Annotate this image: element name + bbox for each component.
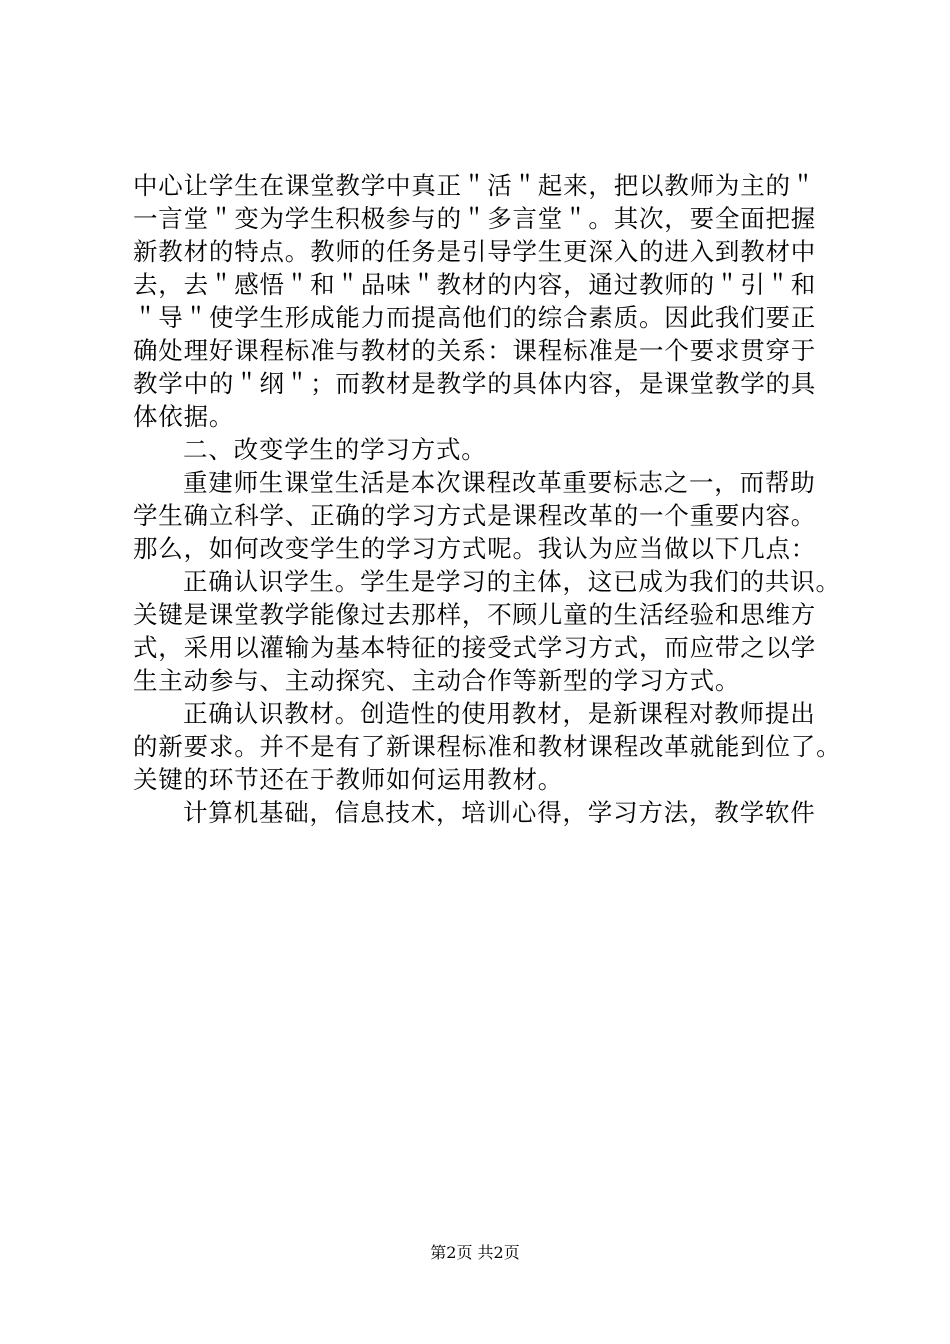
text-line: 那么，如何改变学生的学习方式呢。我认为应当做以下几点：: [133, 534, 817, 563]
section-heading: 二、改变学生的学习方式。: [183, 435, 487, 464]
text-line: 的新要求。并不是有了新课程标准和教材课程改革就能到位了。: [133, 732, 842, 761]
text-line: 关键是课堂教学能像过去那样，不顾儿童的生活经验和思维方: [133, 600, 817, 629]
text-line: 学生确立科学、正确的学习方式是课程改革的一个重要内容。: [133, 501, 817, 530]
text-line: 新教材的特点。教师的任务是引导学生更深入的进入到教材中: [133, 237, 817, 266]
text-line: 正确认识教材。创造性的使用教材，是新课程对教师提出: [183, 699, 816, 728]
text-line: 中心让学生在课堂教学中真正＂活＂起来，把以教师为主的＂: [133, 171, 817, 200]
text-line: 关键的环节还在于教师如何运用教材。: [133, 765, 564, 794]
page-number: 第2页 共2页: [430, 1243, 520, 1262]
text-line: ＂导＂使学生形成能力而提高他们的综合素质。因此我们要正: [133, 303, 817, 332]
keywords-line: 计算机基础，信息技术，培训心得，学习方法，教学软件: [183, 798, 816, 827]
text-line: 正确认识学生。学生是学习的主体，这已成为我们的共识。: [183, 567, 841, 596]
text-line: 体依据。: [133, 402, 235, 431]
text-line: 式，采用以灌输为基本特征的接受式学习方式，而应带之以学: [133, 633, 817, 662]
text-line: 确处理好课程标准与教材的关系：课程标准是一个要求贯穿于: [133, 336, 817, 365]
text-line: 重建师生课堂生活是本次课程改革重要标志之一，而帮助: [183, 468, 816, 497]
text-line: 去，去＂感悟＂和＂品味＂教材的内容，通过教师的＂引＂和: [133, 270, 817, 299]
text-line: 一言堂＂变为学生积极参与的＂多言堂＂。其次，要全面把握: [133, 204, 817, 233]
text-line: 教学中的＂纲＂；而教材是教学的具体内容，是课堂教学的具: [133, 369, 817, 398]
text-line: 生主动参与、主动探究、主动合作等新型的学习方式。: [133, 666, 741, 695]
